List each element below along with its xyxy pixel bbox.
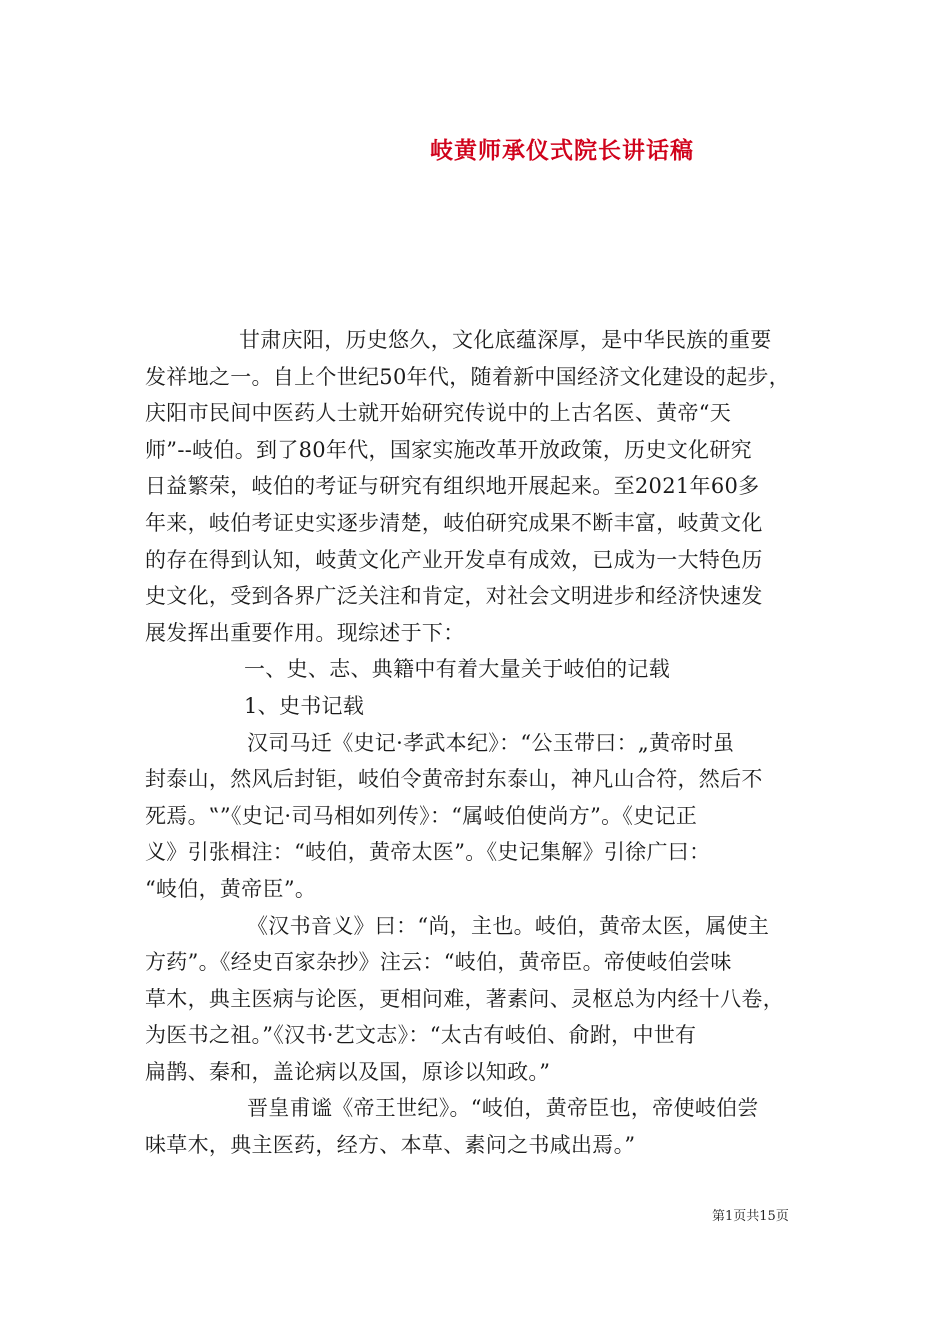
subsection-heading: 1、史书记载: [244, 693, 365, 718]
text-line: 义》引张楫注：“岐伯，黄帝太医”。《史记集解》引徐广曰：: [145, 840, 711, 865]
text-line: “岐伯，黄帝臣”。: [145, 876, 317, 901]
page-number: 第1页共15页: [712, 1209, 789, 1224]
text-line: 年来，岐伯考证史实逐步清楚，岐伯研究成果不断丰富，岐黄文化: [145, 510, 763, 535]
text-line: 甘肃庆阳，历史悠久，文化底蕴深厚，是中华民族的重要: [239, 328, 772, 352]
document-title: 岐黄师承仪式院长讲话稿: [430, 137, 694, 164]
text-line: 草木，典主医病与论医，更相问难，著素问、灵枢总为内经十八卷，: [145, 986, 784, 1011]
text-line: 为医书之祖。”《汉书·艺文志》：“太古有岐伯、俞跗，中世有: [145, 1023, 697, 1048]
text-line: 味草木，典主医药，经方、本草、素问之书咸出焉。”: [145, 1133, 636, 1158]
text-line: 日益繁荣，岐伯的考证与研究有组织地开展起来。至2021年60多: [145, 474, 760, 499]
text-line: 扁鹊、秦和，盖论病以及国，原诊以知政。”: [145, 1059, 551, 1084]
text-line: 死焉。‟”《史记·司马相如列传》：“属岐伯使尚方”。《史记正: [145, 803, 698, 828]
text-line: 汉司马迁《史记·孝武本纪》：“公玉带曰：„黄帝时虽: [247, 730, 735, 755]
text-line: 晋皇甫谧《帝王世纪》。“岐伯，黄帝臣也，帝使岐伯尝: [247, 1096, 759, 1121]
text-line: 史文化，受到各界广泛关注和肯定，对社会文明进步和经济快速发: [145, 584, 763, 609]
text-line: 发祥地之一。自上个世纪50年代，随着新中国经济文化建设的起步，: [145, 364, 791, 389]
document-body: [145, 322, 813, 1164]
text-line: 展发挥出重要作用。现综述于下：: [145, 620, 465, 645]
text-line: 庆阳市民间中医药人士就开始研究传说中的上古名医、黄帝“天: [145, 401, 732, 426]
text-line: 《汉书音义》曰：“尚，主也。岐伯，黄帝太医，属使主: [247, 913, 770, 938]
text-line: 方药”。《经史百家杂抄》注云：“岐伯，黄帝臣。帝使岐伯尝味: [145, 950, 732, 975]
section-heading: 一、史、志、典籍中有着大量关于岐伯的记载: [244, 657, 670, 682]
text-line: 的存在得到认知，岐黄文化产业开发卓有成效，已成为一大特色历: [145, 547, 763, 572]
text-line: 封泰山，然风后封钜，岐伯令黄帝封东泰山，神凡山合符，然后不: [145, 767, 763, 792]
text-line: 师”--岐伯。到了80年代，国家实施改革开放政策，历史文化研究: [145, 437, 752, 462]
